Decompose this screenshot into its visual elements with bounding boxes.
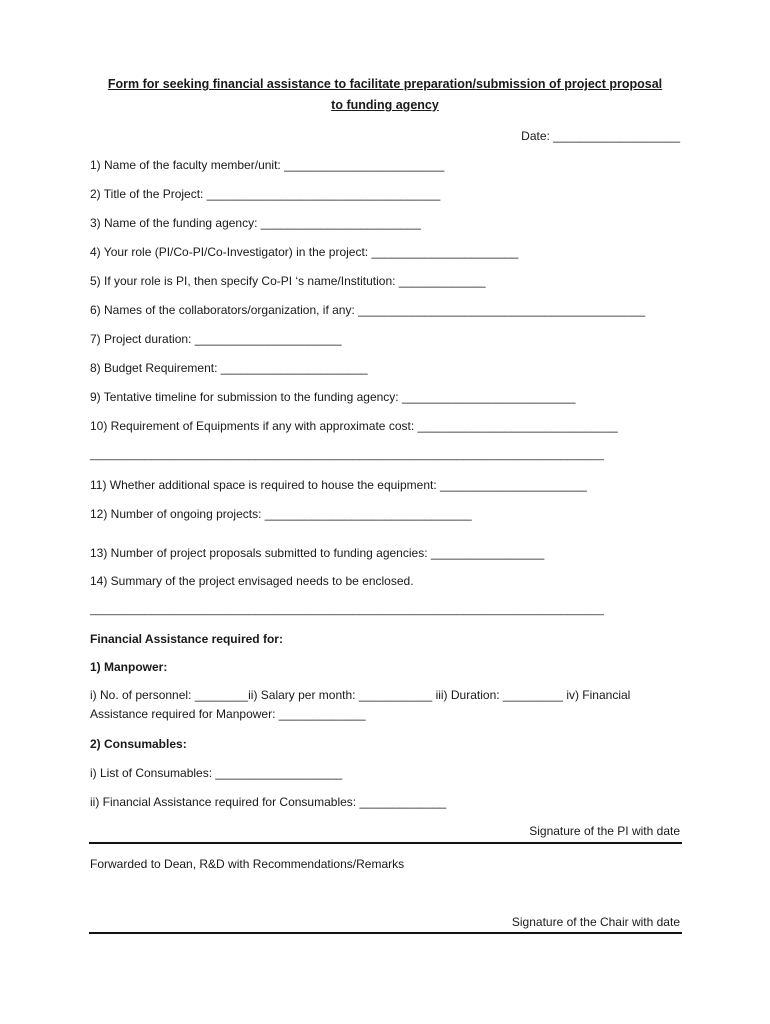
field-summary: 14) Summary of the project envisaged needs to be enclosed. — [90, 574, 414, 588]
field-proposals-submitted[interactable]: 13) Number of project proposals submitted to funding agencies: _________________ — [90, 546, 545, 560]
field-co-pi[interactable]: 5) If your role is PI, then specify Co-PI ‘s name/Institution: _____________ — [90, 274, 486, 288]
field-timeline[interactable]: 9) Tentative timeline for submission to the funding agency: __________________________ — [90, 390, 576, 404]
financial-heading: Financial Assistance required for: — [90, 632, 283, 646]
signature-chair: Signature of the Chair with date — [511, 915, 680, 929]
consumables-heading: 2) Consumables: — [90, 737, 187, 751]
signature-pi: Signature of the PI with date — [529, 824, 680, 838]
manpower-heading: 1) Manpower: — [90, 660, 168, 674]
field-role[interactable]: 4) Your role (PI/Co-PI/Co-Investigator) in the project: ______________________ — [90, 245, 519, 259]
divider-rule — [89, 932, 682, 934]
field-additional-space[interactable]: 11) Whether additional space is required to house the equipment: ______________________ — [90, 478, 587, 492]
field-project-title[interactable]: 2) Title of the Project: ___________________________________ — [90, 187, 441, 201]
field-equipments[interactable]: 10) Requirement of Equipments if any with approximate cost: ______________________________ — [90, 419, 618, 433]
form-title-line1: Form for seeking financial assistance to facilitate preparation/submission of project proposal — [107, 77, 663, 91]
field-consumables-financial[interactable]: ii) Financial Assistance required for Consumables: _____________ — [90, 795, 447, 809]
forwarded-remarks: Forwarded to Dean, R&D with Recommendations/Remarks — [90, 857, 405, 871]
form-title-line2: to funding agency — [331, 98, 439, 112]
field-project-duration[interactable]: 7) Project duration: ______________________ — [90, 332, 342, 346]
field-equipments-continuation[interactable]: ____________________________________________________________________________________ — [90, 449, 604, 461]
field-budget[interactable]: 8) Budget Requirement: ______________________ — [90, 361, 368, 375]
divider-rule — [89, 842, 682, 844]
field-ongoing-projects[interactable]: 12) Number of ongoing projects: _______________________________ — [90, 507, 472, 521]
field-summary-continuation[interactable]: ____________________________________________________________________________________ — [90, 604, 604, 616]
field-consumables-list[interactable]: i) List of Consumables: ___________________ — [90, 766, 343, 780]
field-collaborators[interactable]: 6) Names of the collaborators/organization, if any: ___________________________________________ — [90, 303, 646, 317]
field-funding-agency[interactable]: 3) Name of the funding agency: ________________________ — [90, 216, 421, 230]
field-faculty-name[interactable]: 1) Name of the faculty member/unit: ________________________ — [90, 158, 445, 172]
date-field[interactable]: Date: ___________________ — [521, 129, 680, 143]
manpower-fields[interactable]: i) No. of personnel: ________ii) Salary per month: ___________ iii) Duration: _________ iv) Financial Assistance required for Manpower: _____________ — [90, 688, 631, 721]
